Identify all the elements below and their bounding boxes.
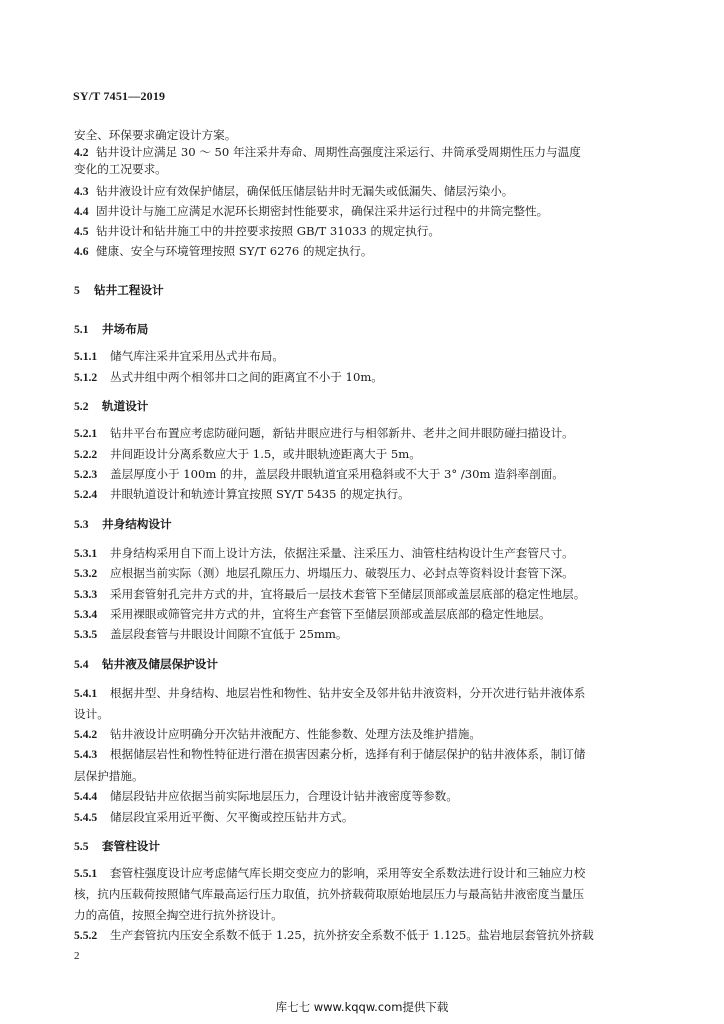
clause-line (74, 546, 574, 561)
heading-number: 5.1 (74, 323, 89, 336)
clause-text: 井间距设计分离系数应大于 1.5，或井眼轨迹距离大于 5m。 (110, 447, 421, 461)
clause-text: 固井设计与施工应满足水泥环长期密封性能要求，确保注采井运行过程中的井筒完整性。 (96, 204, 549, 218)
clause-text: 应根据当前实际（测）地层孔隙压力、坍塌压力、破裂压力、必封点等资料设计套管下深。 (110, 566, 574, 580)
clause-line (74, 747, 585, 762)
heading-text: 套管柱设计 (102, 839, 160, 853)
heading-text: 钻井液及储层保护设计 (102, 657, 218, 671)
clause-text: 储层段宜采用近平衡、欠平衡或控压钻井方式。 (110, 810, 354, 824)
continuation-line: 安全、环保要求确定设计方案。 (74, 128, 237, 142)
heading-number: 5.5 (74, 840, 89, 853)
heading-number: 5.2 (74, 400, 89, 413)
heading-text: 钻井工程设计 (94, 283, 164, 297)
clause-line (74, 370, 383, 385)
clause-number: 5.2.2 (74, 448, 98, 461)
clause-number: 5.3.1 (74, 547, 98, 560)
clause-number: 5.5.1 (74, 867, 98, 880)
standard-code-header: SY/T 7451—2019 (73, 89, 166, 103)
continuation-line: 力的高值，按照全掏空进行抗外挤设计。 (74, 908, 283, 922)
clause-number: 5.3.4 (74, 608, 98, 621)
clause-line (74, 349, 284, 364)
clause-line (74, 184, 513, 199)
clause-line (74, 447, 421, 462)
clause-number: 5.3.5 (74, 628, 98, 641)
page-number: 2 (74, 950, 80, 962)
clause-number: 5.5.2 (74, 929, 98, 942)
clause-text: 生产套管抗内压安全系数不低于 1.25，抗外挤安全系数不低于 1.125。盐岩地层套管抗外挤载 (110, 928, 594, 942)
heading-number: 5 (74, 284, 80, 297)
clause-text: 钻井设计和钻井施工中的井控要求按照 GB/T 31033 的规定执行。 (96, 224, 441, 238)
clause-number: 5.4.3 (74, 748, 98, 761)
subsection-heading (74, 657, 218, 672)
subsection-heading (74, 517, 172, 532)
heading-number: 5.4 (74, 658, 89, 671)
clause-line (74, 810, 353, 825)
clause-number: 5.4.5 (74, 811, 98, 824)
clause-line (74, 607, 551, 622)
clause-number: 5.3.3 (74, 588, 98, 601)
clause-number: 4.2 (74, 146, 89, 159)
clause-number: 4.5 (74, 225, 89, 238)
clause-number: 5.1.2 (74, 371, 98, 384)
clause-text: 采用裸眼或筛管完井方式的井，宜将生产套管下至储层顶部或盖层底部的稳定性地层。 (110, 607, 551, 621)
clause-line (74, 627, 348, 642)
clause-text: 盖层段套管与井眼设计间隙不宜低于 25mm。 (110, 627, 348, 641)
clause-text: 储层段钻井应依据当前实际地层压力，合理设计钻井液密度等参数。 (110, 789, 458, 803)
heading-text: 井身结构设计 (102, 517, 172, 531)
clause-text: 钻井设计应满足 30 ～ 50 年注采井寿命、周期性高强度注采运行、井筒承受周期性压力与温度 (96, 145, 581, 159)
clause-text: 丛式井组中两个相邻井口之间的距离宜不小于 10m。 (110, 370, 383, 384)
clause-text: 健康、安全与环境管理按照 SY/T 6276 的规定执行。 (96, 244, 373, 258)
clause-number: 5.4.4 (74, 790, 98, 803)
section-heading (74, 283, 164, 298)
clause-number: 4.6 (74, 245, 89, 258)
clause-line (74, 487, 410, 502)
clause-text: 钻井液设计应明确分开次钻井液配方、性能参数、处理方法及维护措施。 (110, 727, 482, 741)
clause-text: 采用套管射孔完井方式的井，宜将最后一层技术套管下至储层顶部或盖层底部的稳定性地层。 (110, 587, 586, 601)
clause-number: 5.2.4 (74, 488, 98, 501)
clause-line (74, 866, 585, 881)
clause-text: 钻井平台布置应考虑防碰问题，新钻井眼应进行与相邻新井、老井之间井眼防碰扫描设计。 (110, 426, 574, 440)
subsection-heading (74, 839, 160, 854)
clause-line (74, 566, 574, 581)
clause-text: 盖层厚度小于 100m 的井，盖层段井眼轨道宜采用稳斜或不大于 3° /30m 造斜率剖面。 (110, 467, 564, 481)
clause-line (74, 928, 594, 943)
clause-number: 5.4.2 (74, 728, 98, 741)
clause-text: 储气库注采井宜采用丛式井布局。 (110, 349, 284, 363)
clause-line (74, 727, 481, 742)
continuation-line: 设计。 (74, 707, 109, 721)
subsection-heading (74, 399, 148, 414)
clause-number: 4.3 (74, 185, 89, 198)
subsection-heading (74, 322, 148, 337)
clause-text: 根据储层岩性和物性特征进行潜在损害因素分析，选择有利于储层保护的钻井液体系，制订储 (110, 747, 586, 761)
download-watermark: 库七七 www.kqqw.com提供下载 (275, 1000, 449, 1014)
clause-line (74, 789, 458, 804)
clause-line (74, 587, 585, 602)
clause-text: 钻井液设计应有效保护储层，确保低压储层钻井时无漏失或低漏失、储层污染小。 (96, 184, 514, 198)
clause-text: 套管柱强度设计应考虑储气库长期交变应力的影响，采用等安全系数法进行设计和三轴应力校 (110, 866, 586, 880)
clause-line (74, 224, 440, 239)
heading-text: 轨道设计 (102, 399, 149, 413)
heading-number: 5.3 (74, 518, 89, 531)
clause-line (74, 145, 581, 160)
clause-number: 5.2.1 (74, 427, 98, 440)
heading-text: 井场布局 (102, 322, 149, 336)
clause-number: 5.2.3 (74, 468, 98, 481)
continuation-line: 核，抗内压载荷按照储气库最高运行压力取值，抗外挤载荷取原始地层压力与最高钻井液密度当量压 (74, 887, 585, 901)
clause-line (74, 426, 574, 441)
clause-line (74, 686, 585, 701)
clause-text: 井身结构采用自下而上设计方法，依据注采量、注采压力、油管柱结构设计生产套管尺寸。 (110, 546, 574, 560)
clause-number: 5.3.2 (74, 567, 98, 580)
clause-line (74, 467, 564, 482)
clause-line (74, 244, 373, 259)
clause-text: 井眼轨道设计和轨迹计算宜按照 SY/T 5435 的规定执行。 (110, 487, 410, 501)
clause-number: 5.4.1 (74, 687, 98, 700)
clause-text: 根据井型、井身结构、地层岩性和物性、钻井安全及邻井钻井液资料，分开次进行钻井液体系 (110, 686, 586, 700)
clause-number: 4.4 (74, 205, 89, 218)
clause-line (74, 204, 548, 219)
continuation-line: 变化的工况要求。 (74, 162, 167, 176)
continuation-line: 层保护措施。 (74, 769, 144, 783)
clause-number: 5.1.1 (74, 350, 98, 363)
